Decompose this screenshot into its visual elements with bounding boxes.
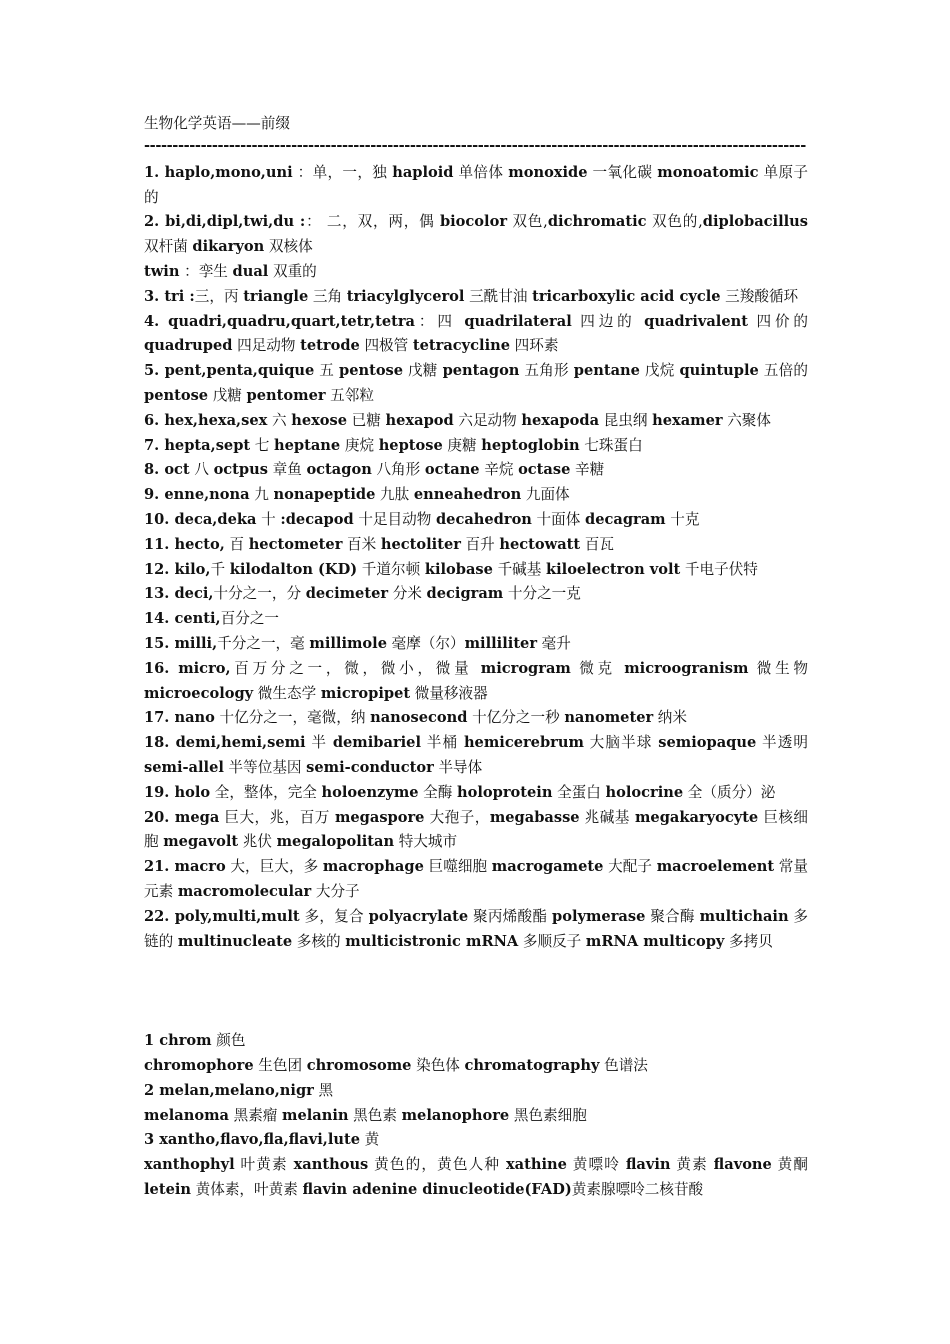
term: octpus	[213, 461, 268, 479]
term: kiloelectron volt	[546, 560, 681, 578]
term: dual	[232, 262, 269, 280]
entry-line	[144, 1153, 808, 1203]
translation: 黑色素	[348, 1106, 402, 1124]
term: 11. hecto,	[144, 535, 225, 553]
term: quadruped	[144, 337, 233, 355]
term: heptoglobin	[481, 436, 580, 454]
translation: 千分之一，毫	[217, 634, 310, 652]
term: nanometer	[564, 709, 654, 727]
term: nonapeptide	[273, 486, 376, 504]
divider-rule: ---------------------------------------------------------------------------------------------------------------------	[144, 136, 806, 154]
translation: 黄色的，黄色人种	[368, 1156, 506, 1174]
term: octane	[424, 461, 480, 479]
term: macromolecular	[177, 882, 312, 900]
translation: 五邻粒	[325, 386, 374, 404]
term: hemicerebrum	[463, 734, 584, 752]
translation: 十分之一，分	[213, 585, 306, 603]
translation: 多顺反子	[518, 932, 586, 950]
translation: 微生态学	[253, 684, 321, 702]
term: 19. holo	[144, 783, 211, 801]
term: multichain	[699, 907, 789, 925]
translation: 三，丙	[194, 287, 244, 305]
term: pentose	[338, 362, 404, 380]
term: holoprotein	[457, 783, 553, 801]
term: hectometer	[248, 535, 343, 553]
translation: ：孪生	[179, 262, 233, 280]
translation: 已糖	[347, 411, 386, 429]
translation: 十面体	[531, 510, 585, 528]
term: tetrode	[300, 337, 360, 355]
translation: 百升	[460, 535, 500, 553]
term: 3 xantho,flavo,fla,flavi,lute	[144, 1131, 361, 1149]
translation: 巨噬细胞	[423, 858, 492, 876]
translation: 六聚体	[722, 411, 771, 429]
term: decimeter	[305, 585, 389, 603]
translation: 兆伏	[238, 833, 277, 851]
translation: 章鱼	[267, 461, 307, 479]
term: flavone	[713, 1156, 772, 1174]
translation: 巨大，兆，百万	[219, 808, 335, 826]
term: hexapoda	[521, 411, 600, 429]
translation: 纳米	[653, 709, 687, 727]
term: :decapod	[280, 510, 354, 528]
entry-line	[144, 1079, 808, 1104]
translation: 四价的	[747, 312, 809, 330]
term: macrophage	[322, 858, 424, 876]
term: monoatomic	[657, 163, 759, 181]
term: xanthous	[293, 1156, 369, 1174]
translation: 双重的	[268, 262, 317, 280]
translation: 庚糖	[442, 436, 482, 454]
translation: 辛烷	[479, 461, 519, 479]
term: chromatography	[464, 1057, 600, 1075]
prefix-list-colors	[144, 1029, 808, 1203]
term: decagram	[584, 510, 666, 528]
term: melanophore	[401, 1106, 510, 1124]
translation: 黄嘌呤	[566, 1156, 626, 1174]
entry-line	[144, 533, 808, 558]
term: 8. oct	[144, 461, 190, 479]
term: triangle	[243, 287, 309, 305]
translation: 单倍体	[453, 163, 509, 181]
term: kilobase	[424, 560, 493, 578]
entry-line	[144, 1128, 808, 1153]
term: hectowatt	[499, 535, 581, 553]
translation: 黑素瘤	[228, 1106, 283, 1124]
translation: 颜色	[211, 1032, 246, 1050]
translation: 全，整体，完全	[210, 783, 322, 801]
term: 14. centi,	[144, 610, 221, 628]
translation: 黑	[313, 1081, 334, 1099]
translation: 百瓦	[580, 535, 614, 553]
translation: 四足动物	[232, 337, 301, 355]
translation: 五	[314, 362, 339, 380]
translation: 七珠蛋白	[579, 436, 643, 454]
term: kilodalton (KD)	[229, 560, 358, 578]
translation: 全（质分）泌	[683, 783, 776, 801]
term: 20. mega	[144, 808, 220, 826]
term: octagon	[306, 461, 372, 479]
entry-line	[144, 483, 808, 508]
translation: 千	[210, 560, 230, 578]
translation: 黄	[360, 1131, 380, 1149]
translation: 十足目动物	[353, 510, 436, 528]
term: tetracycline	[412, 337, 511, 355]
term: xathine	[505, 1156, 567, 1174]
entry-line	[144, 607, 808, 632]
term: pentagon	[442, 362, 520, 380]
term: tricarboxylic acid cycle	[532, 287, 721, 305]
entry-line	[144, 260, 808, 285]
term: 7. hepta,sept	[144, 436, 251, 454]
translation: 聚合酶	[645, 907, 700, 925]
term: pentane	[573, 362, 640, 380]
term: chromosome	[306, 1057, 412, 1075]
translation: 千电子伏特	[680, 560, 758, 578]
translation: 百分之一	[220, 610, 280, 628]
term: 6. hex,hexa,sex	[144, 411, 268, 429]
translation: 四环素	[510, 337, 559, 355]
term: hexose	[291, 411, 348, 429]
term: microogranism	[624, 659, 749, 677]
term: diplobacillus	[702, 213, 809, 231]
term: enneahedron	[413, 486, 522, 504]
translation: 大脑半球	[583, 734, 659, 752]
entry-line	[144, 582, 808, 607]
entry-line	[144, 558, 808, 583]
term: flavin	[625, 1156, 671, 1174]
translation: 四边的	[571, 312, 645, 330]
translation: 毫升	[537, 634, 571, 652]
translation: 三酰甘油	[464, 287, 533, 305]
translation: 分米	[388, 585, 427, 603]
translation: 大分子	[311, 882, 360, 900]
translation: 半桶	[421, 734, 464, 752]
term: megabasse	[489, 808, 580, 826]
translation: 千道尔顿	[357, 560, 425, 578]
term: 2. bi,di,dipl,twi,du :	[144, 213, 306, 231]
term: multicistronic mRNA	[345, 932, 519, 950]
term: polyacrylate	[368, 907, 469, 925]
term: melanoma	[144, 1106, 229, 1124]
term: decahedron	[435, 510, 532, 528]
document-page	[144, 112, 808, 1203]
term: monoxide	[508, 163, 588, 181]
translation: 多拷贝	[724, 932, 773, 950]
entry-line	[144, 508, 808, 533]
entry-line	[144, 458, 808, 483]
term: millimole	[309, 634, 387, 652]
translation: 黑色素细胞	[509, 1106, 587, 1124]
term: chromophore	[144, 1057, 254, 1075]
entry-line	[144, 905, 808, 955]
term: megaspore	[334, 808, 425, 826]
term: 1. haplo,mono,uni	[144, 163, 293, 181]
term: hexamer	[652, 411, 723, 429]
term: microecology	[144, 684, 254, 702]
translation: 全酶	[418, 783, 458, 801]
translation: 三角	[308, 287, 347, 305]
translation: 十克	[665, 510, 700, 528]
term: flavin adenine dinucleotide(FAD)	[302, 1181, 572, 1199]
term: 13. deci,	[144, 585, 214, 603]
translation: 六足动物	[453, 411, 522, 429]
translation: 大，巨大，多	[225, 858, 323, 876]
translation: 微生物	[748, 659, 809, 677]
translation: 戊烷	[639, 362, 680, 380]
term: letein	[144, 1181, 192, 1199]
term: 10. deca,deka	[144, 510, 257, 528]
translation: 黄体素，叶黄素	[191, 1181, 303, 1199]
translation: ：单，一，独	[292, 163, 393, 181]
translation: 六	[267, 411, 292, 429]
entry-line	[144, 161, 808, 211]
translation: 五倍的	[758, 362, 809, 380]
entry-line	[144, 1029, 808, 1054]
entry-line	[144, 855, 808, 905]
translation: 四极管	[359, 337, 413, 355]
term: triacylglycerol	[346, 287, 465, 305]
term: pentomer	[246, 386, 326, 404]
term: 12. kilo,	[144, 560, 211, 578]
term: micropipet	[320, 684, 411, 702]
translation: 千碱基	[492, 560, 546, 578]
translation: 兆碱基	[579, 808, 635, 826]
term: macrogamete	[491, 858, 604, 876]
translation: 八角形	[371, 461, 425, 479]
entry-line	[144, 781, 808, 806]
translation: 双色的,	[646, 213, 703, 231]
term: holoenzyme	[321, 783, 419, 801]
term: semiopaque	[658, 734, 757, 752]
entry-line	[144, 409, 808, 434]
translation: 九肽	[375, 486, 414, 504]
translation: 十	[256, 510, 281, 528]
translation: 戊糖	[208, 386, 247, 404]
translation: 双杆菌	[144, 238, 193, 256]
translation: 色谱法	[599, 1057, 648, 1075]
translation: ：四	[415, 312, 465, 330]
term: 21. macro	[144, 858, 226, 876]
term: 3. tri :	[144, 287, 195, 305]
translation: 黄素	[670, 1156, 714, 1174]
translation: 毫摩（尔）	[387, 634, 465, 652]
term: demibariel	[332, 734, 422, 752]
translation: 半导体	[433, 758, 483, 776]
translation: 庚烷	[340, 436, 379, 454]
entry-line	[144, 657, 808, 707]
translation: 大配子	[603, 858, 657, 876]
entry-line	[144, 310, 808, 360]
term: 16. micro,	[144, 659, 231, 677]
term: 17. nano	[144, 709, 215, 727]
translation: 常量元素	[144, 858, 809, 900]
term: 18. demi,hemi,semi	[144, 734, 306, 752]
section-gap	[144, 954, 808, 1029]
translation: ： 二，双，两，偶	[305, 213, 440, 231]
entry-line	[144, 359, 808, 409]
term: quadrivalent	[644, 312, 748, 330]
translation: 叶黄素	[234, 1156, 294, 1174]
translation: 多链的	[144, 907, 809, 950]
term: holocrine	[605, 783, 684, 801]
translation: 九	[249, 486, 274, 504]
translation: 昆虫纲	[599, 411, 653, 429]
term: biocolor	[439, 213, 508, 231]
translation: 辛糖	[570, 461, 605, 479]
term: dichromatic	[547, 213, 647, 231]
prefix-list-numeric	[144, 161, 808, 955]
entry-line	[144, 434, 808, 459]
term: semi-allel	[144, 758, 224, 776]
entry-line	[144, 1104, 808, 1129]
translation: 生色团	[253, 1057, 307, 1075]
entry-line	[144, 1054, 808, 1079]
term: macroelement	[656, 858, 775, 876]
term: megakaryocyte	[634, 808, 759, 826]
translation: 单原子的	[144, 163, 809, 206]
document-title: 生物化学英语——前缀	[144, 115, 290, 132]
term: melanin	[282, 1106, 349, 1124]
term: 5. pent,penta,quique	[144, 362, 315, 380]
translation: 五角形	[519, 362, 574, 380]
term: dikaryon	[192, 238, 265, 256]
entry-line	[144, 731, 808, 781]
term: quintuple	[679, 362, 759, 380]
term: heptane	[274, 436, 341, 454]
term: microgram	[480, 659, 571, 677]
term: 2 melan,melano,nigr	[144, 1081, 314, 1099]
translation: 大孢子，	[424, 808, 490, 826]
term: 4. quadri,quadru,quart,tetr,tetra	[144, 312, 415, 330]
translation: 特大城市	[394, 833, 458, 851]
translation: 多核的	[292, 932, 346, 950]
translation: 微克	[570, 659, 625, 677]
translation: 双核体	[264, 238, 313, 256]
term: pentose	[144, 386, 209, 404]
term: semi-conductor	[306, 758, 434, 776]
term: quadrilateral	[464, 312, 572, 330]
term: haploid	[392, 163, 454, 181]
translation: 聚丙烯酸酯	[468, 907, 553, 925]
translation: 九面体	[521, 486, 570, 504]
term: mRNA multicopy	[585, 932, 725, 950]
translation: 半透明	[756, 734, 809, 752]
term: polymerase	[552, 907, 646, 925]
term: xanthophyl	[144, 1156, 235, 1174]
translation: 一氧化碳	[587, 163, 658, 181]
translation: 七	[250, 436, 275, 454]
term: 1 chrom	[144, 1032, 212, 1050]
term: nanosecond	[370, 709, 468, 727]
translation: 半	[305, 734, 333, 752]
translation: 微量移液器	[410, 684, 488, 702]
term: twin	[144, 262, 180, 280]
term: multinucleate	[177, 932, 293, 950]
term: hectoliter	[380, 535, 461, 553]
term: decigram	[426, 585, 504, 603]
entry-line	[144, 806, 808, 856]
translation: 全蛋白	[552, 783, 606, 801]
term: octase	[518, 461, 571, 479]
translation: 巨核细胞	[144, 808, 809, 851]
translation: 戊糖	[403, 362, 443, 380]
translation: 染色体	[411, 1057, 465, 1075]
term: 9. enne,nona	[144, 486, 250, 504]
translation: 百米	[342, 535, 381, 553]
translation: 十亿分之一，毫微，纳	[214, 709, 371, 727]
translation: 八	[189, 461, 214, 479]
term: heptose	[378, 436, 443, 454]
translation: 双色,	[507, 213, 548, 231]
term: megavolt	[163, 833, 239, 851]
term: milliliter	[464, 634, 538, 652]
translation: 百	[224, 535, 249, 553]
entry-line	[144, 706, 808, 731]
term: 22. poly,multi,mult	[144, 907, 300, 925]
translation: 百万分之一，微，微小，微量	[230, 659, 481, 677]
entry-line	[144, 210, 808, 260]
translation: 多，复合	[299, 907, 369, 925]
translation: 三羧酸循环	[720, 287, 799, 305]
translation: 十亿分之一秒	[467, 709, 565, 727]
term: hexapod	[385, 411, 454, 429]
translation: 十分之一克	[503, 585, 581, 603]
translation: 半等位基因	[223, 758, 307, 776]
entry-line	[144, 632, 808, 657]
translation: 黄酮	[771, 1156, 809, 1174]
entry-line	[144, 285, 808, 310]
term: 15. milli,	[144, 634, 218, 652]
translation: 黄素腺嘌呤二核苷酸	[571, 1181, 704, 1199]
term: megalopolitan	[276, 833, 395, 851]
